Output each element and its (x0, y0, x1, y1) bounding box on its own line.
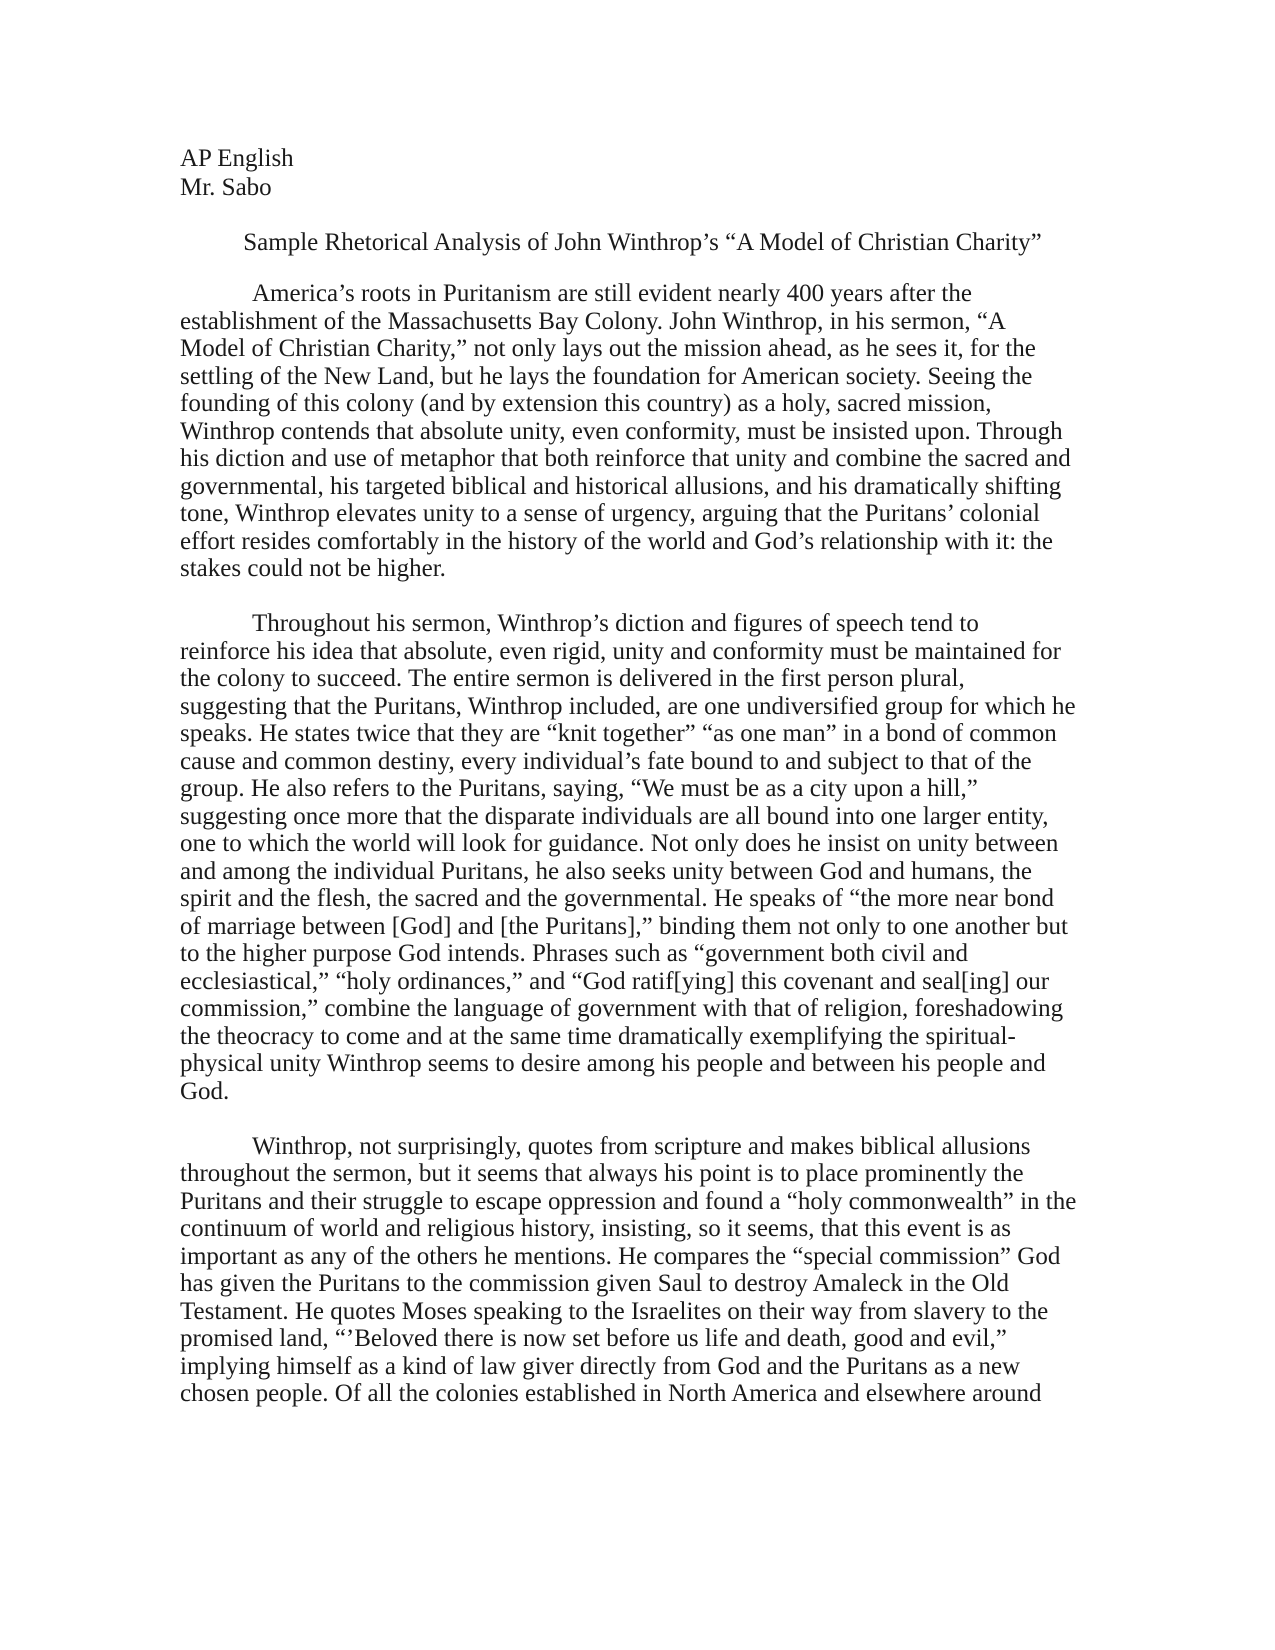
paragraph-line: suggesting once more that the disparate individuals are all bound into one larger entity, (180, 802, 1049, 830)
paragraph-line: has given the Puritans to the commission given Saul to destroy Amaleck in the Old (180, 1270, 1010, 1297)
paragraph-line: establishment of the Massachusetts Bay Colony. John Winthrop, in his sermon, “A (180, 307, 1006, 335)
document-body (180, 280, 1077, 1435)
paragraph-line: commission,” combine the language of government with that of religion, foreshadowing (180, 995, 1064, 1022)
paragraph-line: promised land, “’Beloved there is now set before us life and death, good and evil,” (180, 1325, 1007, 1352)
paragraph (180, 1132, 1077, 1408)
paragraph-line: Throughout his sermon, Winthrop’s diction and figures of speech tend to (252, 610, 979, 637)
paragraph-line: the theocracy to come and at the same time dramatically exemplifying the spiritual- (180, 1022, 1016, 1050)
paragraph-line: effort resides comfortably in the history of the world and God’s relationship with it: the (180, 527, 1053, 555)
paragraph-line: stakes could not be higher. (180, 555, 446, 582)
document-header (180, 144, 294, 202)
paragraph-line: Winthrop contends that absolute unity, even conformity, must be insisted upon. Through (180, 417, 1063, 445)
paragraph-line: tone, Winthrop elevates unity to a sense of urgency, arguing that the Puritans’ colonial (180, 500, 1040, 527)
paragraph-line: one to which the world will look for guidance. Not only does he insist on unity between (180, 830, 1059, 857)
paragraph-line: throughout the sermon, but it seems that always his point is to place prominently the (180, 1160, 1024, 1187)
paragraph-line: America’s roots in Puritanism are still evident nearly 400 years after the (252, 280, 972, 307)
paragraph-line: governmental, his targeted biblical and historical allusions, and his dramatically shifting (180, 472, 1062, 500)
paragraph-line: to the higher purpose God intends. Phrases such as “government both civil and (180, 940, 969, 967)
paragraph-line: his diction and use of metaphor that both reinforce that unity and combine the sacred and (180, 445, 1071, 472)
paragraph-line: group. He also refers to the Puritans, saying, “We must be as a city upon a hill,” (180, 775, 978, 802)
paragraph-line: founding of this colony (and by extension this country) as a holy, sacred mission, (180, 390, 992, 417)
paragraph-line: chosen people. Of all the colonies established in North America and elsewhere around (180, 1380, 1042, 1407)
paragraph (180, 610, 1076, 1105)
document-title: Sample Rhetorical Analysis of John Winthrop’s “A Model of Christian Charity” (243, 229, 1042, 256)
paragraph-line: Winthrop, not surprisingly, quotes from scripture and makes biblical allusions (252, 1132, 1031, 1160)
paragraph-line: the colony to succeed. The entire sermon is delivered in the first person plural, (180, 665, 965, 692)
paragraph-line: important as any of the others he mentions. He compares the “special commission” God (180, 1242, 1061, 1270)
paragraph-line: speaks. He states twice that they are “knit together” “as one man” in a bond of common (180, 720, 1057, 747)
paragraph-line: and among the individual Puritans, he also seeks unity between God and humans, the (180, 857, 1032, 885)
paragraph-line: continuum of world and religious history, insisting, so it seems, that this event is as (180, 1215, 1011, 1242)
paragraph-line: implying himself as a kind of law giver directly from God and the Puritans as a new (180, 1352, 1021, 1380)
paragraph-line: Testament. He quotes Moses speaking to the Israelites on their way from slavery to the (180, 1297, 1049, 1325)
paragraph-line: cause and common destiny, every individual’s fate bound to and subject to that of the (180, 747, 1032, 775)
paragraph-line: Model of Christian Charity,” not only lays out the mission ahead, as he sees it, for the (180, 335, 1036, 362)
paragraph-line: of marriage between [God] and [the Puritans],” binding them not only to one another but (180, 912, 1068, 940)
paragraph-line: ecclesiastical,” “holy ordinances,” and “God ratif[ying] this covenant and seal[ing] our (180, 967, 1050, 995)
paragraph-line: reinforce his idea that absolute, even rigid, unity and conformity must be maintained for (180, 637, 1061, 665)
paragraph-line: settling of the New Land, but he lays the foundation for American society. Seeing the (180, 362, 1033, 390)
teacher-name: Mr. Sabo (180, 174, 272, 201)
paragraph-line: spirit and the flesh, the sacred and the governmental. He speaks of “the more near bond (180, 885, 1054, 912)
paragraph-line: suggesting that the Puritans, Winthrop included, are one undiversified group for which he (180, 692, 1076, 720)
paragraph-line: God. (180, 1077, 230, 1105)
paragraph (180, 280, 1071, 583)
paragraph-line: Puritans and their struggle to escape oppression and found a “holy commonwealth” in the (180, 1187, 1077, 1215)
course-name: AP English (180, 145, 294, 172)
paragraph-line: physical unity Winthrop seems to desire among his people and between his people and (180, 1050, 1046, 1077)
